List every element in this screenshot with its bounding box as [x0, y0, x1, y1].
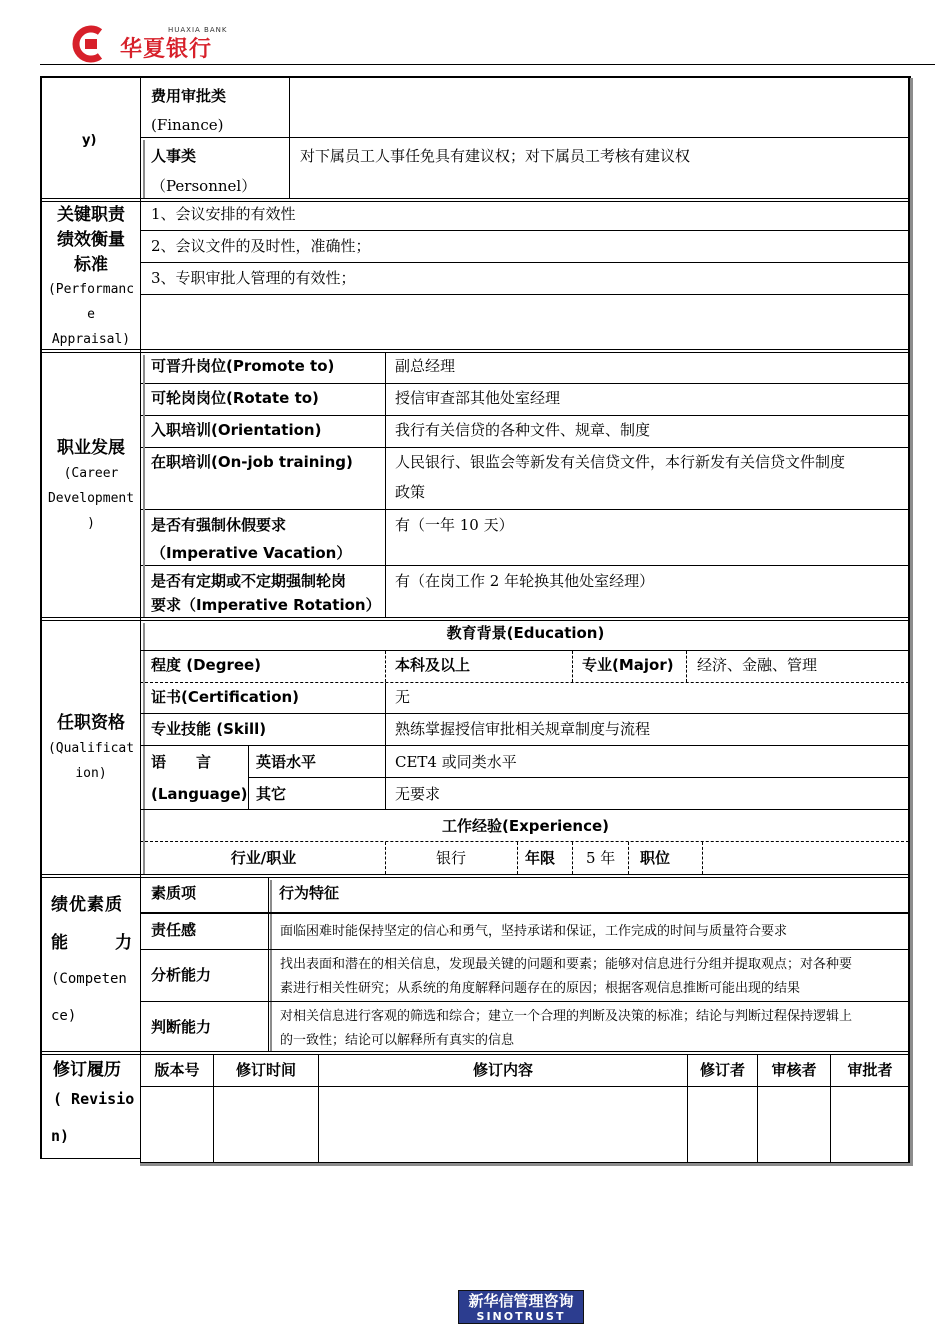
competence-desc: 的一致性；结论可以解释所有真实的信息 — [280, 1033, 515, 1048]
competence-desc: 素进行相关性研究；从系统的角度解释问题存在的原因；根据客观信息推断可能出现的结果 — [280, 981, 801, 996]
competence-desc: 面临困难时能保持坚定的信心和勇气，坚持承诺和保证，工作完成的时间与质量符合要求 — [280, 924, 788, 939]
vacation-label-2: （Imperative Vacation） — [151, 544, 352, 562]
promote-value: 副总经理 — [395, 357, 456, 375]
revision-col-reviser: 修订者 — [699, 1061, 745, 1079]
competence-desc: 对相关信息进行客观的筛选和综合；建立一个合理的判断及决策的标准；结论与判断过程保持逻辑上 — [280, 1009, 853, 1024]
performance-label-cn-2: 绩效衡量 — [57, 230, 125, 250]
revision-col-content: 修订内容 — [472, 1061, 533, 1079]
competence-label-cn-2b: 力 — [115, 933, 132, 953]
performance-item: 2、会议文件的及时性，准确性； — [151, 237, 371, 255]
rotation-value: 有（在岗工作 2 年轮换其他处室经理） — [395, 572, 655, 590]
competence-label-cn-2a: 能 — [51, 933, 68, 953]
revision-col-time: 修订时间 — [235, 1061, 296, 1079]
footer-logo — [458, 1290, 584, 1324]
major-value: 经济、金融、管理 — [697, 656, 818, 674]
footer-logo-en: SINOTRUST — [476, 1310, 566, 1323]
authority-label-tail: y) — [82, 133, 97, 148]
revision-col-version: 版本号 — [154, 1061, 200, 1079]
performance-label-en-3: Appraisal) — [51, 332, 131, 347]
competence-item: 分析能力 — [151, 966, 212, 984]
major-label: 专业(Major) — [582, 656, 674, 674]
header-rule — [40, 64, 935, 65]
onjob-label: 在职培训(On-job training) — [151, 453, 353, 471]
onjob-value-1: 人民银行、银监会等新发有关信贷文件，本行新发有关信贷文件制度 — [395, 453, 846, 471]
experience-header: 工作经验(Experience) — [442, 817, 609, 835]
revision-col-reviewer: 审核者 — [771, 1061, 817, 1079]
footer-logo-cn: 新华信管理咨询 — [468, 1292, 574, 1310]
degree-value: 本科及以上 — [395, 656, 471, 674]
industry-value: 银行 — [435, 849, 466, 867]
english-value: CET4 或同类水平 — [395, 753, 517, 771]
vacation-label-1: 是否有强制休假要求 — [151, 516, 287, 534]
qualification-label-cn: 任职资格 — [57, 713, 125, 733]
career-label-en-2: Development — [47, 491, 135, 506]
competence-item: 责任感 — [151, 921, 197, 939]
qualification-label-en-2: ion) — [75, 766, 107, 781]
career-label-en-3: ) — [87, 516, 95, 531]
orientation-label: 入职培训(Orientation) — [151, 421, 322, 439]
onjob-value-2: 政策 — [395, 483, 426, 501]
competence-col-behavior: 行为特征 — [279, 884, 340, 902]
education-header: 教育背景(Education) — [446, 624, 605, 642]
position-label: 职位 — [640, 849, 671, 867]
promote-label: 可晋升岗位(Promote to) — [151, 357, 335, 375]
performance-item: 1、会议安排的有效性 — [151, 205, 296, 223]
cert-label: 证书(Certification) — [151, 688, 300, 706]
years-value: 5 年 — [586, 849, 616, 867]
career-label-en-1: (Career — [63, 466, 119, 481]
language-label-2: (Language) — [151, 785, 248, 803]
performance-label-cn-3: 标准 — [74, 255, 108, 275]
qualification-label-en-1: (Qualificat — [47, 741, 135, 756]
orientation-value: 我行有关信贷的各种文件、规章、制度 — [395, 421, 651, 439]
revision-label-en-1: ( Revisio — [53, 1090, 135, 1108]
skill-label: 专业技能 (Skill) — [151, 720, 267, 738]
english-label: 英语水平 — [256, 753, 317, 771]
bank-name-en: HUAXIA BANK — [168, 26, 228, 34]
career-label-cn: 职业发展 — [57, 438, 125, 458]
competence-label-cn-1: 绩优素质 — [51, 895, 123, 915]
rotation-label-2: 要求（Imperative Rotation） — [151, 596, 381, 614]
performance-label-en-1: (Performanc — [47, 282, 135, 297]
rotate-value: 授信审查部其他处室经理 — [395, 389, 561, 407]
revision-col-approver: 审批者 — [847, 1061, 893, 1079]
bank-name-cn: 华夏银行 — [120, 37, 213, 62]
revision-label-en-2: n) — [51, 1127, 70, 1145]
other-label: 其它 — [256, 785, 287, 803]
bank-logo — [70, 24, 112, 64]
bank-logo-icon — [70, 24, 112, 64]
performance-item: 3、专职审批人管理的有效性； — [151, 269, 356, 287]
personnel-label-en: （Personnel） — [151, 177, 257, 195]
vacation-value: 有（一年 10 天） — [395, 516, 514, 534]
other-value: 无要求 — [395, 785, 441, 803]
competence-label-en-1: (Competen — [51, 971, 127, 987]
revision-label-cn: 修订履历 — [53, 1060, 121, 1080]
cert-value: 无 — [395, 688, 411, 706]
personnel-value: 对下属员工人事任免具有建议权；对下属员工考核有建议权 — [300, 147, 691, 165]
industry-label: 行业/职业 — [230, 849, 297, 867]
rotation-label-1: 是否有定期或不定期强制轮岗 — [151, 572, 347, 590]
rotate-label: 可轮岗岗位(Rotate to) — [151, 389, 319, 407]
competence-desc: 找出表面和潜在的相关信息，发现最关键的问题和要素；能够对信息进行分组并提取观点；对各种要 — [280, 957, 853, 972]
competence-label-en-2: ce) — [51, 1008, 77, 1024]
language-label-1: 语 言 — [151, 753, 212, 771]
competence-col-item: 素质项 — [151, 884, 197, 902]
finance-label-cn: 费用审批类 — [151, 87, 227, 105]
performance-label-en-2: e — [87, 307, 95, 322]
finance-label-en: (Finance) — [151, 116, 224, 134]
degree-label: 程度 (Degree) — [151, 656, 262, 674]
performance-label-cn-1: 关键职责 — [57, 205, 125, 225]
personnel-label-cn: 人事类 — [151, 147, 197, 165]
skill-value: 熟练掌握授信审批相关规章制度与流程 — [395, 720, 651, 738]
competence-item: 判断能力 — [151, 1018, 212, 1036]
years-label: 年限 — [525, 849, 556, 867]
